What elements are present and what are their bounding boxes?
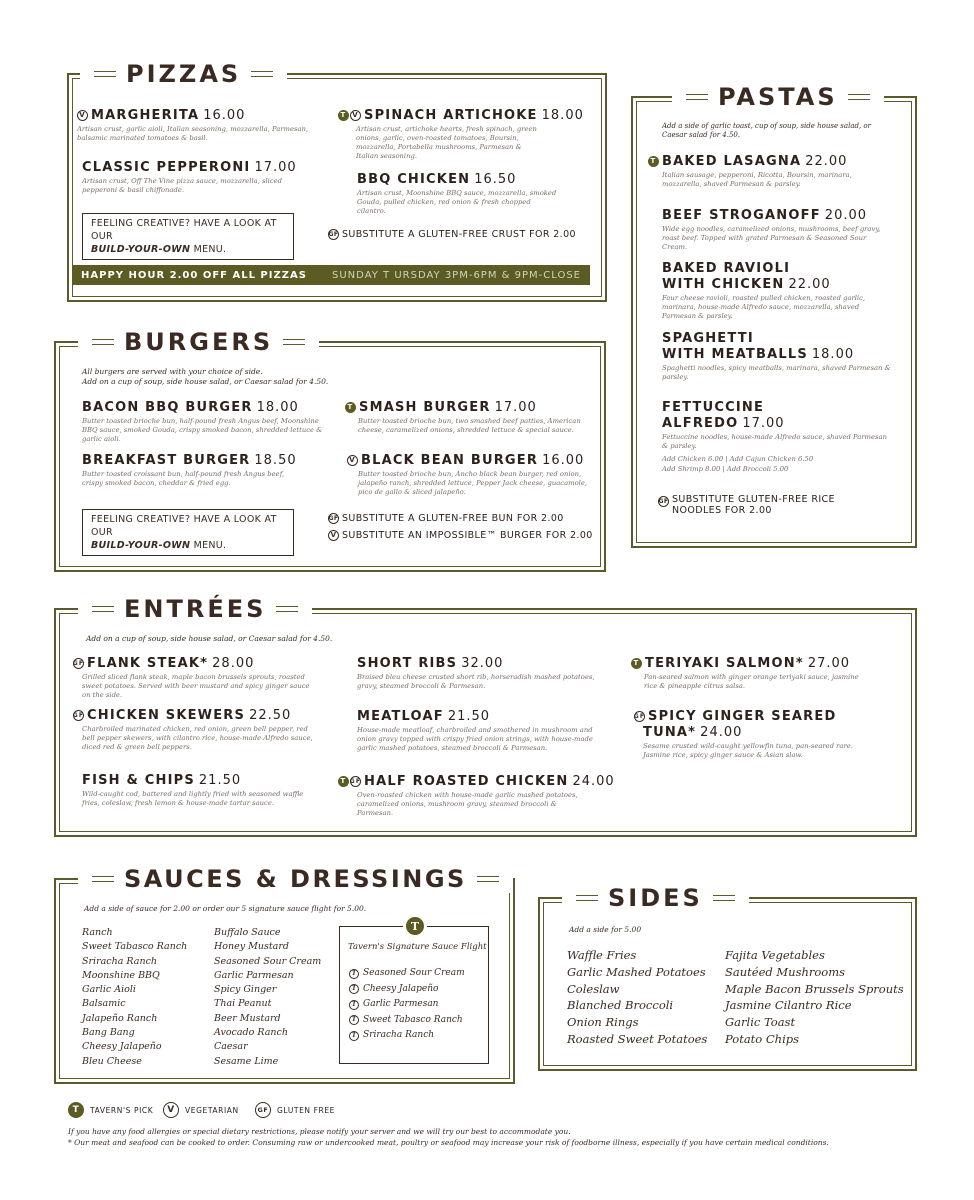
- menu-item-short-ribs: SHORT RIBS 32.00 Braised bleu cheese crusted short rib, horseradish mashed potatoes, gravy, steamed broccoli & Parmesan.: [357, 656, 595, 690]
- side-item: Fajita Vegetables: [725, 948, 825, 962]
- gluten-free-icon: GF: [634, 711, 645, 722]
- menu-item-baked-lasagna: T BAKED LASAGNA 22.00 Italian sausage, pepperoni, Ricotta, Boursin, marinara, mozzarella, shaved Parmesan & parsley.: [648, 154, 898, 189]
- taverns-pick-icon: T: [338, 110, 349, 121]
- pastas-title: PASTAS: [718, 83, 838, 111]
- menu-item-meatloaf: MEATLOAF 21.50 House-made meatloaf, charbroiled and smothered in mushroom and onion gravy topped with crispy fried onion strings, with house-made garlic mashed potatoes, steamed broccoli & Parmesan.: [357, 709, 593, 752]
- sides-intro: Add a side for 5.00: [569, 925, 642, 934]
- sauce-item: Thai Peanut: [214, 998, 272, 1010]
- sauce-item: Sweet Tabasco Ranch: [82, 941, 188, 953]
- gluten-free-icon: GF: [255, 1102, 271, 1118]
- menu-item-half-roasted-chicken: T GF HALF ROASTED CHICKEN 24.00 Oven-roasted chicken with house-made garlic mashed potatoes, caramelized onions, mushroom gravy, steamed broccoli & Parmesan.: [338, 774, 598, 818]
- vegetarian-icon: V: [350, 110, 361, 121]
- sauces-list-2: [214, 926, 321, 1069]
- pastas-gluten-free-substitute: GF SUBSTITUTE GLUTEN-FREE RICE NOODLES FOR 2.00: [658, 494, 835, 516]
- vegetarian-icon: V: [163, 1102, 179, 1118]
- sauce-item: Beer Mustard: [214, 1012, 281, 1024]
- side-item: Roasted Sweet Potatoes: [567, 1031, 708, 1046]
- sauce-item: Honey Mustard: [214, 941, 289, 953]
- taverns-pick-icon: T: [648, 156, 659, 167]
- gluten-free-icon: GF: [350, 776, 361, 787]
- allergy-notice: If you have any food allergies or special dietary restrictions, please notify your server and we will try our best to accommodate you.: [68, 1127, 571, 1136]
- gluten-free-icon: GF: [328, 513, 339, 524]
- taverns-pick-icon: T: [345, 402, 356, 413]
- sauce-flight-title: Tavern's Signature Sauce Flight: [348, 942, 487, 952]
- menu-item-chicken-skewers: GF CHICKEN SKEWERS 22.50 Charbroiled marinated chicken, red onion, green bell pepper, red bell pepper skewers, with cilantro rice, house-made Alfredo sauce, diced red & green bell peppers.: [72, 708, 313, 751]
- sauces-heading: [78, 865, 513, 893]
- gluten-free-icon: GF: [73, 710, 84, 721]
- legend-gluten-free: GF GLUTEN FREE: [255, 1102, 335, 1118]
- menu-item-fish-chips: FISH & CHIPS 21.50 Wild-caught cod, battered and lightly fried with seasoned waffle fries, coleslaw, fresh lemon & house-made tartar sauce.: [82, 773, 304, 807]
- pizzas-title: PIZZAS: [126, 60, 242, 88]
- sauce-item: Bang Bang: [82, 1027, 135, 1039]
- flight-item: Cheesy Jalapeño: [363, 983, 439, 994]
- sauce-item: Bleu Cheese: [82, 1055, 142, 1067]
- side-item: Blanched Broccoli: [567, 998, 674, 1013]
- vegetarian-icon: V: [77, 110, 88, 121]
- sauce-item: Garlic Parmesan: [214, 969, 294, 981]
- sides-list-2: [725, 947, 904, 1048]
- sauce-item: Sriracha Ranch: [82, 955, 158, 967]
- pizzas-build-your-own[interactable]: FEELING CREATIVE? HAVE A LOOK AT OUR BUILD-YOUR-OWN MENU.: [82, 213, 294, 260]
- menu-item-classic-pepperoni: CLASSIC PEPPERONI 17.00 Artisan crust, Off The Vine pizza sauce, mozzarella, sliced pepperoni & basil chiffonade.: [82, 160, 297, 194]
- side-item: Sautéed Mushrooms: [725, 964, 846, 979]
- sauce-item: Avocado Ranch: [214, 1027, 288, 1039]
- sauce-flight-icon: T: [403, 914, 427, 938]
- pastas-intro: Add a side of garlic toast, cup of soup, side house salad, or Caesar salad for 4.50.: [662, 122, 871, 139]
- taverns-pick-icon: T: [349, 1015, 359, 1025]
- happy-hour-banner: [72, 265, 590, 285]
- side-item: Waffle Fries: [567, 948, 637, 962]
- burgers-build-your-own[interactable]: FEELING CREATIVE? HAVE A LOOK AT OUR BUILD-YOUR-OWN MENU.: [82, 509, 294, 556]
- gluten-free-icon: GF: [328, 229, 339, 240]
- menu-item-flank-steak: GF FLANK STEAK* 28.00 Grilled sliced flank steak, maple bacon brussels sprouts, roasted sweet potatoes. Served with beer mustard and spicy ginger sauce on the side.: [72, 656, 310, 699]
- burgers-intro: All burgers are served with your choice of side. Add on a cup of soup, side house salad, or Caesar salad for 4.50.: [82, 367, 329, 386]
- taverns-pick-icon: T: [349, 984, 359, 994]
- burgers-title: BURGERS: [124, 328, 274, 356]
- menu-item-beef-stroganoff: BEEF STROGANOFF 20.00 Wide egg noodles, caramelized onions, mushrooms, beef gravy, roast beef. Topped with grated Parmesan & Seasoned Sour Cream.: [662, 208, 881, 251]
- entrees-heading: [78, 595, 312, 623]
- side-item: Garlic Mashed Potatoes: [567, 964, 706, 979]
- menu-item-breakfast-burger: BREAKFAST BURGER 18.50 Butter toasted croissant bun, half-pound fresh Angus beef, crispy smoked bacon, cheddar & fried egg.: [82, 453, 297, 487]
- happy-hour-offer: HAPPY HOUR 2.00 OFF ALL PIZZAS: [81, 269, 307, 281]
- taverns-pick-icon: T: [349, 1031, 359, 1041]
- taverns-pick-icon: T: [338, 776, 349, 787]
- sauce-item: Moonshine BBQ: [82, 969, 160, 981]
- burgers-impossible-substitute: V SUBSTITUTE AN IMPOSSIBLE™ BURGER FOR 2.00: [328, 530, 593, 541]
- flight-item: Sweet Tabasco Ranch: [363, 1014, 463, 1025]
- sauce-item: Caesar: [214, 1041, 248, 1053]
- sides-list-1: [567, 947, 707, 1048]
- sauce-flight-list: [349, 966, 465, 1044]
- menu-item-spaghetti-meatballs: SPAGHETTI WITH MEATBALLS 18.00 Spaghetti noodles, spicy meatballs, marinara, shaved Parmesan & parsley.: [662, 331, 891, 381]
- menu-item-spicy-ginger-tuna: GF SPICY GINGER SEARED TUNA* 24.00 Sesame crusted wild-caught yellowfin tuna, pan-seared rare. Jasmine rice, spicy ginger sauce & Asian slaw.: [633, 709, 853, 759]
- entrees-title: ENTRÉES: [124, 595, 267, 623]
- side-item: Onion Rings: [567, 1015, 639, 1030]
- sauce-item: Cheesy Jalapeño: [82, 1041, 162, 1053]
- sauces-intro: Add a side of sauce for 2.00 or order our 5 signature sauce flight for 5.00.: [84, 904, 367, 913]
- sauces-title: SAUCES & DRESSINGS: [124, 865, 467, 893]
- menu-item-baked-ravioli: BAKED RAVIOLI WITH CHICKEN 22.00 Four cheese ravioli, roasted pulled chicken, roasted garlic, marinara, house-made Alfredo sauce, mozzarella, shaved Parmesan & parsley.: [662, 261, 866, 320]
- flight-item: Seasoned Sour Cream: [363, 968, 465, 978]
- sauce-item: Jalapeño Ranch: [82, 1012, 158, 1024]
- gluten-free-icon: GF: [73, 658, 84, 669]
- menu-item-fettuccine-alfredo: FETTUCCINE ALFREDO 17.00 Fettuccine noodles, house-made Alfredo sauce, shaved Parmesan & parsley. Add Chicken 6.00 | Add Cajun Chicken 6.50 Add Shrimp 8.00 | Add Broccoli 5.00: [662, 400, 892, 474]
- sauce-item: Spicy Ginger: [214, 984, 277, 996]
- flight-item: Sriracha Ranch: [363, 1030, 435, 1040]
- consumption-warning: * Our meat and seafood can be cooked to order. Consuming raw or undercooked meat, poultry or seafood may increase your risk of foodborne illness, especially if you have certain medical conditions.: [68, 1138, 829, 1147]
- side-item: Garlic Toast: [725, 1015, 796, 1030]
- side-item: Maple Bacon Brussels Sprouts: [725, 981, 904, 996]
- menu-item-bbq-chicken: BBQ CHICKEN 16.50 Artisan crust, Moonshine BBQ sauce, mozzarella, smoked Gouda, pulled chicken, red onion & fresh chopped cilantro.: [357, 172, 557, 215]
- sauce-item: Buffalo Sauce: [214, 927, 281, 938]
- menu-item-teriyaki-salmon: T TERIYAKI SALMON* 27.00 Pan-seared salmon with ginger orange teriyaki sauce, jasmine rice & pineapple citrus salsa.: [631, 656, 891, 691]
- gluten-free-icon: GF: [658, 496, 669, 507]
- pizzas-heading: [80, 60, 287, 88]
- sauce-item: Garlic Aioli: [82, 984, 136, 996]
- taverns-pick-icon: T: [631, 658, 642, 669]
- happy-hour-times: SUNDAY T URSDAY 3PM-6PM & 9PM-CLOSE: [332, 269, 581, 281]
- sides-title: SIDES: [608, 884, 703, 912]
- flight-item: Garlic Parmesan: [363, 999, 439, 1009]
- side-item: Potato Chips: [725, 1031, 800, 1046]
- taverns-pick-icon: T: [349, 1000, 359, 1010]
- sides-heading: [562, 884, 749, 912]
- pastas-heading: [672, 83, 884, 111]
- burgers-gluten-free-substitute: GF SUBSTITUTE A GLUTEN-FREE BUN FOR 2.00: [328, 513, 564, 524]
- taverns-pick-icon: T: [349, 969, 359, 979]
- menu-item-smash-burger: T SMASH BURGER 17.00 Butter toasted brioche bun, two smashed beef patties, American cheese, caramelized onions, shredded lettuce & special sauce.: [345, 400, 585, 435]
- sauce-item: Ranch: [82, 927, 113, 938]
- sauce-item: Balsamic: [82, 998, 126, 1010]
- menu-item-black-bean-burger: V BLACK BEAN BURGER 16.00 Butter toasted brioche bun, Ancho black bean burger, red onion, jalapeño ranch, shredded lettuce, Pepper Jack cheese, guacamole, pico de gallo & sliced jalapeño.: [347, 453, 587, 497]
- sauce-item: Sesame Lime: [214, 1055, 279, 1067]
- pasta-addons-2: Add Shrimp 8.00 | Add Broccoli 5.00: [662, 465, 789, 473]
- entrees-intro: Add on a cup of soup, side house salad, or Caesar salad for 4.50.: [86, 634, 333, 643]
- legend-taverns-pick: T TAVERN'S PICK: [68, 1102, 153, 1118]
- pasta-addons-1: Add Chicken 6.00 | Add Cajun Chicken 6.50: [662, 455, 814, 463]
- menu-item-bacon-bbq-burger: BACON BBQ BURGER 18.00 Butter toasted brioche bun, half-pound fresh Angus beef, Moonshine BBQ sauce, smoked Gouda, crispy smoked bacon, shredded lettuce & garlic aioli.: [82, 400, 323, 443]
- vegetarian-icon: V: [328, 530, 339, 541]
- side-item: Jasmine Cilantro Rice: [725, 998, 852, 1013]
- burgers-heading: [78, 328, 319, 356]
- side-item: Coleslaw: [567, 981, 620, 996]
- taverns-pick-icon: T: [68, 1102, 84, 1118]
- menu-item-margherita: V MARGHERITA 16.00 Artisan crust, garlic aioli, Italian seasoning, mozzarella, Parmesan, balsamic marinated tomatoes & basil.: [77, 108, 309, 142]
- legend-vegetarian: V VEGETARIAN: [163, 1102, 239, 1118]
- pizzas-gluten-free-substitute: GF SUBSTITUTE A GLUTEN-FREE CRUST FOR 2.00: [328, 229, 576, 240]
- menu-item-spinach-artichoke: T V SPINACH ARTICHOKE 18.00 Artisan crust, artichoke hearts, fresh spinach, green onions, garlic, oven-roasted tomatoes, Boursin, mozzarella, Portabella mushrooms, Parmesan & Italian seasoning.: [338, 108, 588, 161]
- vegetarian-icon: V: [347, 455, 358, 466]
- sauce-item: Seasoned Sour Cream: [214, 955, 322, 967]
- sauces-list-1: [82, 926, 187, 1069]
